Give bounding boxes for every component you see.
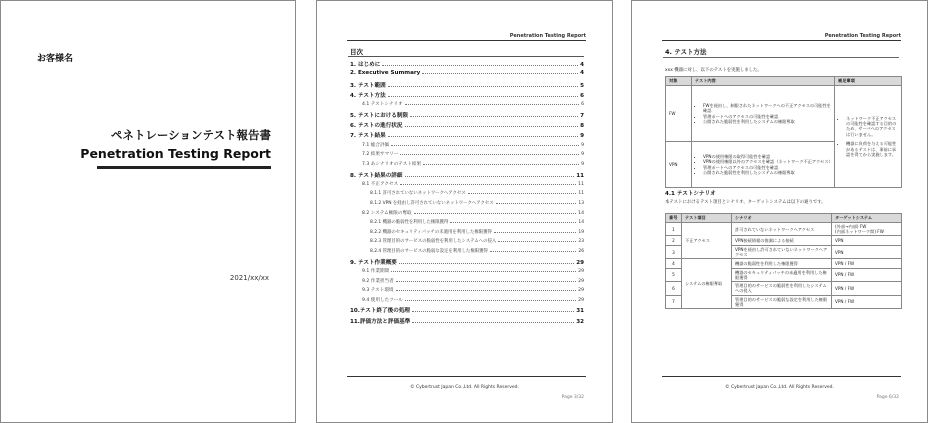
footer-divider (662, 376, 901, 377)
col-header-target: 対象 (666, 77, 692, 86)
table-row (666, 86, 902, 142)
toc-entry-title: 9.1 作業期間 (362, 268, 390, 274)
toc-entry-page: 26 (578, 249, 584, 254)
toc-entry[interactable] (350, 219, 584, 225)
scenario-cell: 管理目的のサービスの脆弱性を利用したシステムへの侵入 (732, 282, 832, 295)
toc-entry-title: 8.1 不正アクセス (362, 181, 399, 187)
toc-entry-page: 9 (581, 161, 584, 167)
toc-entry-title: 4.1 テストシナリオ (362, 102, 403, 108)
toc-entry[interactable] (350, 297, 584, 303)
target-system-cell: VPN (832, 236, 902, 246)
list-item: • 機器に負荷を与える可能性があるテストは、事前に承認を得てから実施します。 (846, 141, 898, 157)
report-date: 2021/xx/xx (229, 274, 269, 282)
toc-entry-title: 9.4 使用したツール (362, 297, 403, 303)
toc-leader (412, 322, 574, 323)
toc-leader (414, 213, 576, 214)
target-cell: FW (666, 86, 692, 142)
toc-entry-title: 8. テスト結果の詳細 (350, 172, 403, 179)
toc-entry[interactable] (350, 229, 584, 235)
toc-entry-page: 32 (576, 318, 584, 325)
section-heading: 4. テスト方法 (665, 48, 707, 56)
toc-entry-title: 8.2 システム権限の奪取 (362, 210, 412, 216)
toc-leader (496, 203, 577, 204)
subsection-heading: 4.1 テストシナリオ (665, 191, 716, 197)
header-divider (662, 40, 901, 41)
toc-leader (423, 164, 579, 165)
test-method-page (631, 0, 928, 423)
report-title-ja: ペネトレーションテスト報告書 (110, 128, 271, 142)
toc-entry-title: 9.2 作業担当者 (362, 278, 394, 284)
toc-entry[interactable] (350, 131, 584, 139)
toc-entry-page: 13 (578, 201, 584, 206)
toc-entry[interactable] (350, 121, 584, 129)
running-header: Penetration Testing Report (509, 33, 586, 39)
toc-leader (405, 126, 579, 127)
toc-entry-page: 29 (576, 259, 584, 266)
toc-entry[interactable] (350, 171, 584, 179)
toc-entry-title: 4. テスト方法 (350, 92, 386, 99)
toc-entry[interactable] (350, 287, 584, 293)
toc-entry-page: 9 (581, 152, 584, 158)
col-header-content: テスト内容 (692, 77, 835, 86)
toc-entry-page: 29 (578, 278, 584, 284)
toc-leader (468, 193, 577, 194)
toc-leader (405, 300, 576, 301)
page-number: Page 6/32 (876, 395, 899, 400)
notes-cell (835, 86, 902, 188)
toc-entry-title: 8.2.4 管理目的のサービスの脆弱な設定を利用した権限獲得 (370, 249, 488, 254)
cover-page (0, 0, 296, 423)
col-header-notes: 補足事項 (835, 77, 902, 86)
toc-entry-page: 4 (580, 62, 584, 68)
target-system-cell: VPN / FW (832, 259, 902, 269)
target-system-cell: (外部→内部) FW (内部ネットワーク間) FW (832, 223, 902, 236)
toc-leader (410, 116, 578, 117)
col-header-item: テスト項目 (682, 214, 732, 223)
toc-entry[interactable] (350, 190, 584, 196)
toc-entry-page: 11 (576, 172, 584, 179)
list-item: • ネットワーク不正アクセスの可能性を確認する目的のため、サーバへのアクセスは行いません。 (846, 116, 898, 138)
toc-heading-divider (348, 56, 584, 57)
toc-entry-title: 8.2.3 管理目的のサービスの脆弱性を利用したシステムへの侵入 (370, 239, 497, 245)
toc-entry-title: 7.1 総合評価 (362, 142, 390, 148)
toc-leader (490, 251, 576, 252)
row-number: 6 (666, 282, 682, 295)
toc-entry-page: 19 (578, 229, 584, 235)
test-scenario-table (665, 213, 902, 309)
section-divider (663, 57, 899, 58)
toc-entry-page: 8 (580, 123, 584, 130)
test-item-cell: 不正アクセス (682, 223, 732, 259)
scenario-cell: VPNを経由し許可されていないネットワークへアクセス (732, 245, 832, 258)
row-number: 2 (666, 236, 682, 246)
toc-entry-page: 7 (580, 112, 584, 119)
toc-entry-page: 4 (580, 70, 584, 77)
toc-entry-title: 10.テスト終了後の処理 (350, 308, 411, 315)
list-item: • 公開された脆弱性を利用したシステムの権限奪取 (703, 170, 831, 175)
list-item: • 管理ポートへのアクセスの可能性を確認 (703, 114, 831, 119)
row-number: 4 (666, 259, 682, 269)
toc-leader (412, 311, 574, 312)
toc-entry-page: 29 (578, 288, 584, 294)
toc-entry-title: 11.評価方法と評価基準 (350, 318, 411, 325)
toc-leader (396, 281, 576, 282)
toc-entry[interactable] (350, 258, 584, 266)
target-system-cell: VPN / FW (832, 268, 902, 281)
toc-entry[interactable] (350, 81, 584, 89)
target-system-cell: VPN / FW (832, 282, 902, 295)
content-cell (692, 142, 835, 188)
toc-entry[interactable] (350, 142, 584, 148)
running-header: Penetration Testing Report (824, 33, 901, 39)
section-intro: xxx 機器に対し、以下のテストを実施しました。 (665, 68, 762, 73)
toc-entry-title: 7. テスト結果 (350, 133, 386, 140)
row-number: 1 (666, 223, 682, 236)
list-item: • 管理ポートへのアクセスの可能性を確認 (703, 165, 831, 170)
toc-entry[interactable] (350, 268, 584, 274)
row-number: 3 (666, 245, 682, 258)
toc-entry-page: 6 (581, 102, 584, 108)
toc-entry-title: 8.1.2 VPN を経由し許可されていないネットワークへアクセス (370, 201, 494, 206)
toc-entry-page: 9 (580, 133, 584, 140)
toc-entry[interactable] (350, 278, 584, 284)
scenario-cell: 機器のセキュリティパッチの未適用を利用した権限獲得 (732, 268, 832, 281)
toc-entry-title: 1. はじめに (350, 62, 381, 68)
toc-entry[interactable] (350, 317, 584, 325)
toc-leader (422, 73, 578, 74)
toc-leader (400, 184, 576, 185)
subsection-intro: 本テストにおけるテスト項目とシナリオ、ターゲットシステムは以下の通りです。 (665, 200, 826, 205)
toc-entry-page: 5 (580, 82, 584, 89)
table-row (666, 223, 902, 236)
report-title-en: Penetration Testing Report (80, 146, 271, 161)
content-cell (692, 86, 835, 142)
toc-leader (498, 241, 576, 242)
toc-entry[interactable] (350, 101, 584, 107)
toc-entry-title: 7.3 あシナリオのテスト結果 (362, 161, 422, 167)
scenario-cell: 許可されていないネットワークへアクセス (732, 223, 832, 236)
toc-entry[interactable] (350, 306, 584, 314)
toc-entry-page: 6 (580, 92, 584, 99)
toc-leader (391, 145, 579, 146)
toc-leader (405, 104, 579, 105)
toc-entry-title: 8.2.2 機器のセキュリティパッチの未適用を利用した権限獲得 (370, 229, 492, 235)
toc-entry[interactable] (350, 70, 584, 76)
toc-entry[interactable] (350, 210, 584, 216)
target-cell: VPN (666, 142, 692, 188)
header-divider (347, 40, 586, 41)
toc-leader (494, 232, 577, 233)
scenario-cell: 管理目的のサービスの脆弱な設定を利用した権限獲得 (732, 295, 832, 308)
toc-entry-title: 7.2 結果サマリー (362, 152, 399, 158)
title-divider (97, 166, 271, 169)
toc-leader (382, 65, 578, 66)
toc-entry-title: 6. テストの進行状況 (350, 123, 403, 130)
row-number: 5 (666, 268, 682, 281)
list-item: • 公開された脆弱性を利用したシステムの権限奪取 (703, 119, 831, 124)
toc-entry-page: 31 (576, 308, 584, 315)
toc-entry-title: 3. テスト範囲 (350, 82, 386, 89)
toc-entry-title: 8.2.1 機器の脆弱性を利用した権限獲得 (370, 220, 449, 226)
toc-entry-page: 23 (578, 239, 584, 245)
toc-leader (388, 96, 578, 97)
toc-leader (450, 222, 576, 223)
toc-entry[interactable] (350, 161, 584, 167)
toc-leader (388, 136, 578, 137)
toc-entry-page: 29 (578, 297, 584, 303)
page-number: Page 3/32 (561, 395, 584, 400)
list-item: • VPNの使用権限以外のアクセスを確認（ネットワーク不正アクセス） (703, 159, 831, 164)
copyright-footer: © Cybertrust Japan Co.,Ltd. All Rights Reserved. (725, 385, 834, 390)
toc-entry-title: 9.3 テスト環境 (362, 288, 394, 294)
toc-page (316, 0, 613, 423)
toc-entry-page: 11 (578, 191, 584, 197)
col-header-target: ターゲットシステム (832, 214, 902, 223)
table-row (666, 259, 902, 269)
toc-entry-page: 29 (578, 268, 584, 274)
toc-leader (391, 271, 576, 272)
toc-entry[interactable] (350, 200, 584, 206)
toc-entry[interactable] (350, 60, 584, 68)
toc-leader (400, 154, 579, 155)
toc-entry[interactable] (350, 248, 584, 254)
toc-entry[interactable] (350, 151, 584, 157)
toc-leader (405, 176, 575, 177)
target-system-cell: VPN / FW (832, 295, 902, 308)
toc-heading: 目次 (350, 48, 363, 56)
toc-entry-page: 14 (578, 210, 584, 216)
target-system-cell: VPN (832, 245, 902, 258)
toc-entry-title: 2. Executive Summary (350, 70, 421, 77)
toc-entry[interactable] (350, 238, 584, 244)
footer-divider (347, 376, 586, 377)
toc-entry-title: 8.1.1 許可されていないネットワークへアクセス (370, 191, 466, 197)
toc-entry-title: 9. テスト作業概要 (350, 259, 397, 266)
toc-leader (396, 290, 577, 291)
toc-entry-title: 5. テストにおける制限 (350, 112, 409, 119)
toc-entry[interactable] (350, 181, 584, 187)
toc-entry-page: 11 (578, 181, 584, 187)
toc-leader (388, 86, 578, 87)
copyright-footer: © Cybertrust Japan Co.,Ltd. All Rights Reserved. (410, 385, 519, 390)
test-method-table (665, 76, 902, 188)
row-number: 7 (666, 295, 682, 308)
toc-entry-page: 9 (581, 142, 584, 148)
toc-entry-page: 14 (578, 220, 584, 226)
scenario-cell: 機器の脆弱性を利用した権限獲得 (732, 259, 832, 269)
col-header-no: 番号 (666, 214, 682, 223)
list-item: • VPNの使用権限の取得可能性を確認 (703, 154, 831, 159)
col-header-scenario: シナリオ (732, 214, 832, 223)
toc-entry[interactable] (350, 111, 584, 119)
toc-entry[interactable] (350, 91, 584, 99)
toc-leader (399, 263, 574, 264)
client-name: お客様名 (37, 54, 74, 64)
test-item-cell: システムの権限奪取 (682, 259, 732, 309)
scenario-cell: VPN接続情報の推測による接続 (732, 236, 832, 246)
list-item: • FWを経由し、制限されたネットワークへの不正アクセスの可能性を確認 (703, 103, 831, 114)
